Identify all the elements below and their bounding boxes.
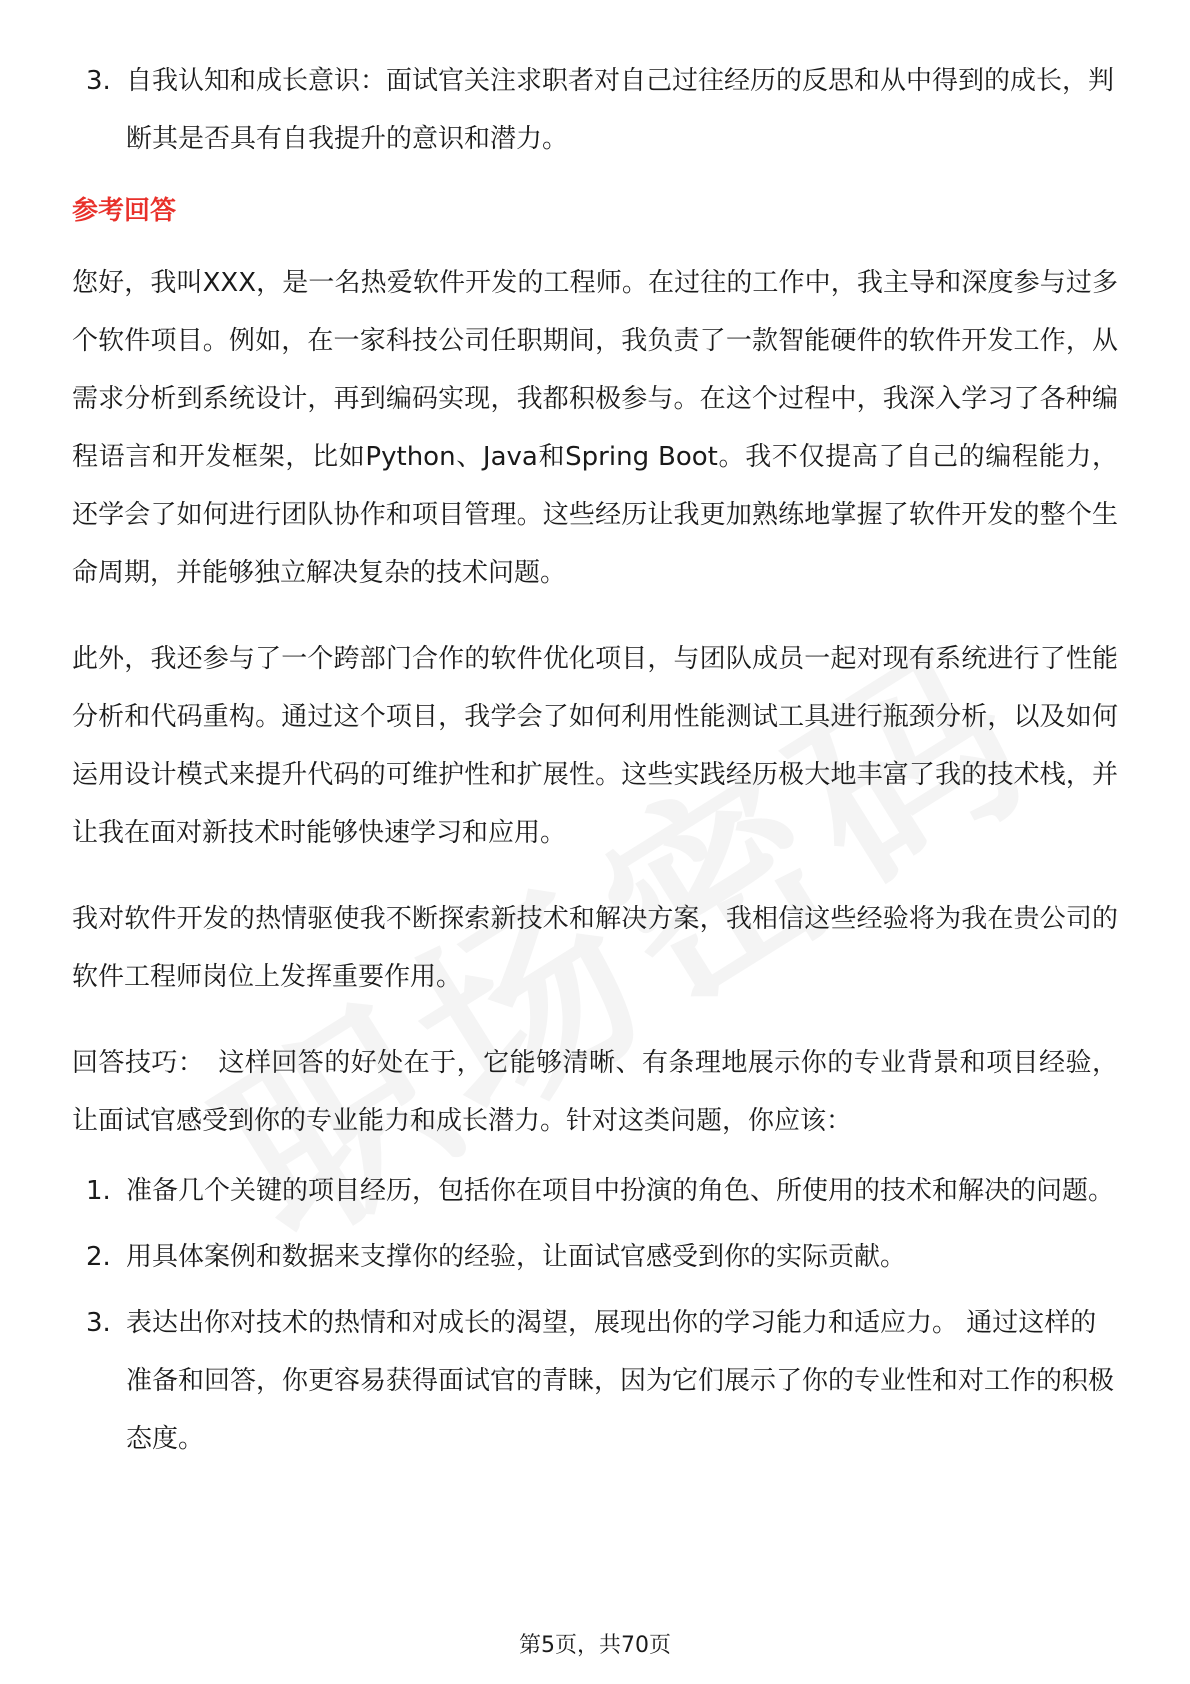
tips-label: 回答技巧： [72,1048,205,1078]
section-heading-reference-answer: 参考回答 [72,196,177,226]
list-text: 自我认知和成长意识：面试官关注求职者对自己过往经历的反思和从中得到的成长，判断其是否具有自我提升的意识和潜力。 [126,66,1115,154]
list-text: 表达出你对技术的热情和对成长的渴望，展现出你的学习能力和适应力。 通过这样的准备和回答，你更容易获得面试官的青睐，因为它们展示了你的专业性和对工作的积极态度。 [126,1308,1115,1454]
paragraph: 此外，我还参与了一个跨部门合作的软件优化项目，与团队成员一起对现有系统进行了性能分析和代码重构。通过这个项目，我学会了如何利用性能测试工具进行瓶颈分析，以及如何运用设计模式来提升代码的可维护性和扩展性。这些实践经历极大地丰富了我的技术栈，并让我在面对新技术时能够快速学习和应用。 [72,644,1118,848]
tips-paragraph [72,1034,1118,1150]
list-item [72,1162,1118,1220]
list-item [72,1228,1118,1286]
list-text: 用具体案例和数据来支撑你的经验，让面试官感受到你的实际贡献。 [126,1242,907,1272]
page-content [72,52,1118,1476]
list-item [72,1294,1118,1468]
tips-list [72,1162,1118,1468]
page-footer: 第5页，共70页 [519,1633,671,1658]
list-number: 2. [86,1242,111,1272]
paragraph: 我对软件开发的热情驱使我不断探索新技术和解决方案，我相信这些经验将为我在贵公司的软件工程师岗位上发挥重要作用。 [72,904,1118,992]
tips-text: 这样回答的好处在于，它能够清晰、有条理地展示你的专业背景和项目经验，让面试官感受到你的专业能力和成长潜力。针对这类问题，你应该： [72,1048,1118,1136]
paragraph: 您好，我叫XXX，是一名热爱软件开发的工程师。在过往的工作中，我主导和深度参与过多个软件项目。例如，在一家科技公司任职期间，我负责了一款智能硬件的软件开发工作，从需求分析到系统设计，再到编码实现，我都积极参与。在这个过程中，我深入学习了各种编程语言和开发框架，比如Python、Java和Spring Boot。我不仅提高了自己的编程能力，还学会了如何进行团队协作和项目管理。这些经历让我更加熟练地掌握了软件开发的整个生命周期，并能够独立解决复杂的技术问题。 [72,268,1118,588]
list-number: 3. [86,66,111,96]
list-text: 准备几个关键的项目经历，包括你在项目中扮演的角色、所使用的技术和解决的问题。 [126,1176,1115,1206]
list-number: 1. [86,1176,111,1206]
list-number: 3. [86,1308,111,1338]
list-item [72,52,1118,168]
